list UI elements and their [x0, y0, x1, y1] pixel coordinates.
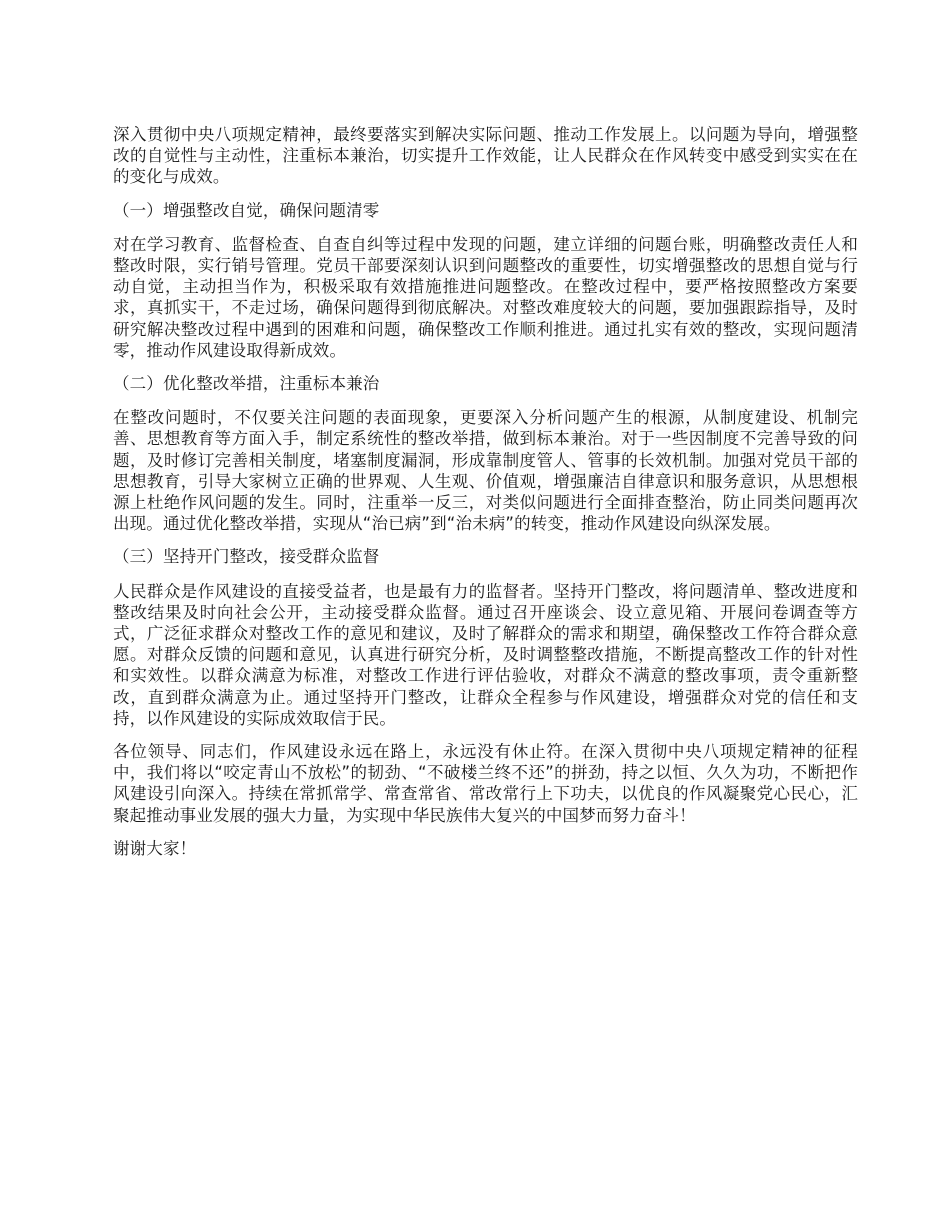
section-1-body: 对在学习教育、监督检查、自查自纠等过程中发现的问题，建立详细的问题台账，明确整改责任人和整改时限，实行销号管理。党员干部要深刻认识到问题整改的重要性，切实增强整改的思想自觉与行动自觉，主动担当作为，积极采取有效措施推进问题整改。在整改过程中，要严格按照整改方案要求，真抓实干，不走过场，确保问题得到彻底解决。对整改难度较大的问题，要加强跟踪指导，及时研究解决整改过程中遇到的困难和问题，确保整改工作顺利推进。通过扎实有效的整改，实现问题清零，推动作风建设取得新成效。 [113, 234, 858, 360]
intro-paragraph: 深入贯彻中央八项规定精神，最终要落实到解决实际问题、推动工作发展上。以问题为导向，增强整改的自觉性与主动性，注重标本兼治，切实提升工作效能，让人民群众在作风转变中感受到实实在在的变化与成效。 [113, 125, 858, 187]
section-3-body: 人民群众是作风建设的直接受益者，也是最有力的监督者。坚持开门整改，将问题清单、整改进度和整改结果及时向社会公开，主动接受群众监督。通过召开座谈会、设立意见箱、开展问卷调查等方式，广泛征求群众对整改工作的意见和建议，及时了解群众的需求和期望，确保整改工作符合群众意愿。对群众反馈的问题和意见，认真进行研究分析，及时调整整改措施，不断提高整改工作的针对性和实效性。以群众满意为标准，对整改工作进行评估验收，对群众不满意的整改事项，责令重新整改，直到群众满意为止。通过坚持开门整改，让群众全程参与作风建设，增强群众对党的信任和支持，以作风建设的实际成效取信于民。 [113, 581, 858, 728]
closing-paragraph: 各位领导、同志们，作风建设永远在路上，永远没有休止符。在深入贯彻中央八项规定精神的征程中，我们将以“咬定青山不放松”的韧劲、“不破楼兰终不还”的拼劲，持之以恒、久久为功，不断把作风建设引向深入。持续在常抓常学、常查常省、常改常行上下功夫，以优良的作风凝聚党心民心，汇聚起推动事业发展的强大力量，为实现中华民族伟大复兴的中国梦而努力奋斗！ [113, 742, 858, 825]
section-1-heading: （一）增强整改自觉，确保问题清零 [113, 200, 380, 220]
section-3-heading: （三）坚持开门整改，接受群众监督 [113, 547, 380, 567]
document-page [113, 124, 858, 859]
section-2-heading: （二）优化整改举措，注重标本兼治 [113, 374, 380, 394]
section-2-body: 在整改问题时，不仅要关注问题的表面现象，更要深入分析问题产生的根源，从制度建设、机制完善、思想教育等方面入手，制定系统性的整改举措，做到标本兼治。对于一些因制度不完善导致的问题，及时修订完善相关制度，堵塞制度漏洞，形成靠制度管人、管事的长效机制。加强对党员干部的思想教育，引导大家树立正确的世界观、人生观、价值观，增强廉洁自律意识和服务意识，从思想根源上杜绝作风问题的发生。同时，注重举一反三，对类似问题进行全面排查整治，防止同类问题再次出现。通过优化整改举措，实现从“治已病”到“治未病”的转变，推动作风建设向纵深发展。 [113, 408, 858, 534]
thanks-line: 谢谢大家！ [113, 838, 197, 858]
